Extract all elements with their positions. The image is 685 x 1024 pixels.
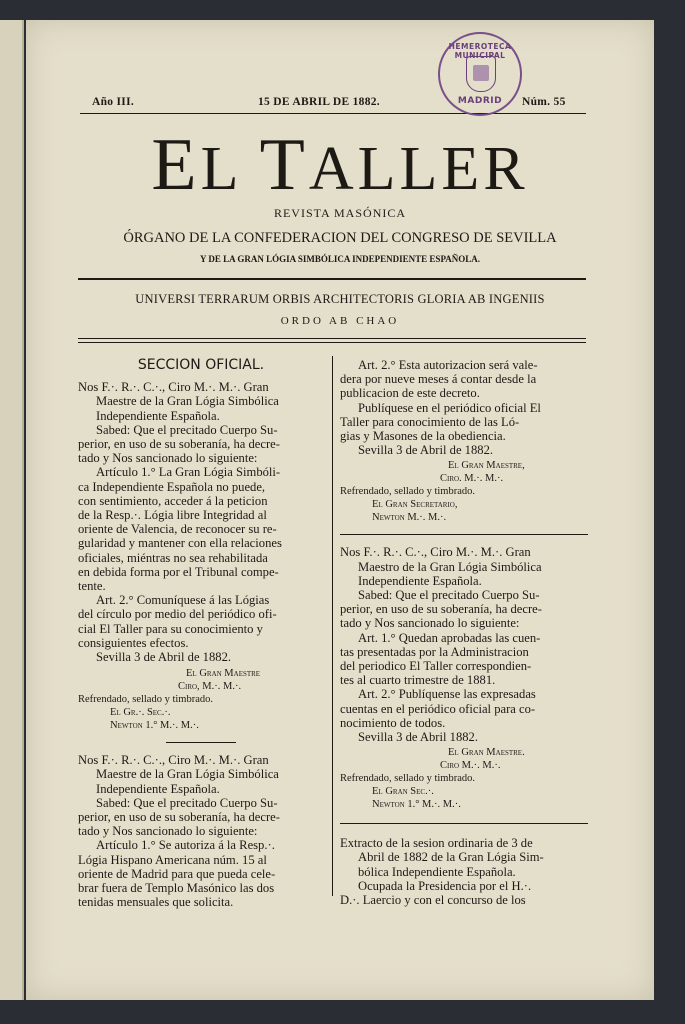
decree-3-signature	[340, 746, 588, 811]
text-line: Taller para conocimiento de las Ló-	[340, 414, 520, 429]
decree-2-signature	[340, 459, 588, 524]
text-line: Art. 1.° Quedan aprobadas las cuen-	[358, 630, 541, 645]
text-line: tenidas mensuales que solicita.	[78, 895, 234, 910]
coat-of-arms-icon	[466, 56, 496, 92]
organ-line: ÓRGANO DE LA CONFEDERACION DEL CONGRESO DE SEVILLA	[123, 230, 557, 246]
text-line: Abril de 1882 de la Gran Lógia Sim-	[358, 850, 544, 865]
text-line: Publíquese en el periódico oficial El	[358, 400, 541, 415]
decree-2	[78, 753, 324, 909]
text-line: El Gran Maestre,	[448, 460, 525, 472]
text-line: bólica Independiente Española.	[358, 864, 516, 879]
text-line: brar fuera de Templo Masónico las dos	[78, 881, 275, 896]
stamp-bottom-text: MADRID	[457, 96, 503, 106]
text-line: El Gran Maestre	[186, 668, 261, 680]
decree-3	[340, 545, 588, 744]
separator	[340, 823, 588, 824]
section-title: SECCION OFICIAL.	[137, 357, 265, 373]
library-stamp	[438, 32, 522, 116]
text-line: oriente de Madrid para que pueda cele-	[78, 866, 276, 881]
text-line: tado y Nos sancionado lo siguiente:	[340, 616, 520, 631]
stamp-top-text: HEMEROTECA MUNICIPAL	[448, 42, 512, 60]
text-line: Art. 2.° Publíquense las expresadas	[358, 687, 536, 702]
text-line: cial El Taller para su conocimiento y	[78, 621, 263, 636]
text-line: con sentimiento, acceder á la peticion	[78, 493, 268, 508]
text-line: Nos F.·. R.·. C.·., Ciro M.·. M.·. Gran	[340, 545, 531, 560]
text-line: Extracto de la sesion ordinaria de 3 de	[340, 836, 533, 851]
text-line: nocimiento de todos.	[340, 715, 446, 730]
text-line: Nos F.·. R.·. C.·., Ciro M.·. M.·. Gran	[78, 380, 269, 395]
text-line: Refrendado, sellado y timbrado.	[340, 773, 476, 785]
text-line: Sevilla 3 de Abril 1882.	[358, 730, 478, 745]
double-rule-bottom	[78, 342, 586, 343]
text-line: oficiales, miéntras no sea rehabilitada	[78, 550, 268, 565]
text-line: Refrendado, sellado y timbrado.	[78, 694, 214, 706]
text-line: Ciro, M.·. M.·.	[178, 681, 242, 693]
text-line: Maestro de la Gran Lógia Simbólica	[358, 559, 542, 574]
text-line: ca Independiente Española no puede,	[78, 479, 266, 494]
text-line: Artículo 1.° La Gran Lógia Simbóli-	[96, 465, 281, 480]
separator	[166, 742, 236, 743]
decree-1	[78, 380, 324, 664]
text-line: El Gran Sec.·.	[372, 786, 434, 798]
book-spine-edge	[0, 20, 24, 1000]
text-line: El Gran Secretario,	[372, 499, 458, 511]
text-line: cuentas en el periódico oficial para co-	[340, 701, 536, 716]
text-line: Sabed: Que el precitado Cuerpo Su-	[96, 422, 278, 437]
text-line: Independiente Española.	[96, 781, 220, 796]
motto-secondary: ORDO AB CHAO	[280, 315, 400, 327]
issue-number: Núm. 55	[522, 96, 566, 108]
text-line: Maestre de la Gran Lógia Simbólica	[96, 767, 279, 782]
text-line: Art. 2.° Comuníquese á las Lógias	[96, 593, 270, 608]
newspaper-title: EL TALLER	[151, 124, 529, 206]
text-line: perior, en uso de su soberanía, ha decre-	[78, 437, 280, 452]
text-line: perior, en uso de su soberanía, ha decre-	[78, 810, 280, 825]
issue-date: 15 DE ABRIL DE 1882.	[258, 96, 380, 108]
text-line: gularidad y mantener con ella relaciones	[78, 536, 282, 551]
text-line: tado y Nos sancionado lo siguiente:	[78, 824, 258, 839]
decree-2-continued	[340, 358, 588, 457]
year-label: Año III.	[92, 96, 135, 108]
text-line: tado y Nos sancionado lo siguiente:	[78, 451, 258, 466]
text-line: Ciro M.·. M.·.	[440, 760, 501, 772]
text-line: Ocupada la Presidencia por el H.·.	[358, 878, 532, 893]
text-line: en debida forma por el Tribunal compe-	[78, 564, 279, 579]
text-line: Ciro. M.·. M.·.	[440, 473, 504, 485]
header-rule	[80, 113, 586, 114]
text-line: perior, en uso de su soberanía, ha decre-	[340, 602, 542, 617]
text-line: Lógia Hispano Americana núm. 15 al	[78, 852, 267, 867]
separator	[340, 534, 588, 535]
text-line: Sevilla 3 de Abril de 1882.	[358, 443, 494, 458]
text-line: tas presentadas por la Administracion	[340, 644, 529, 659]
session-extract	[340, 836, 588, 907]
text-line: Independiente Española.	[96, 408, 220, 423]
text-line: de la Resp.·. Lógia libre Integridad al	[78, 508, 267, 523]
subtitle: REVISTA MASÓNICA	[273, 206, 407, 220]
masthead-rule	[78, 278, 586, 280]
organ-line-2: Y DE LA GRAN LÓGIA SIMBÓLICA INDEPENDIENTE ESPAÑOLA.	[199, 254, 481, 264]
left-column	[78, 358, 324, 910]
newspaper-page	[26, 20, 654, 1000]
double-rule-top	[78, 338, 586, 339]
text-line: del periodico El Taller correspondien-	[340, 659, 532, 674]
text-line: Independiente Española.	[358, 573, 482, 588]
text-line: Artículo 1.° Se autoriza á la Resp.·.	[96, 838, 275, 853]
text-line: Newton 1.° M.·. M.·.	[110, 720, 199, 732]
text-line: El Gran Maestre.	[448, 747, 525, 759]
text-line: gias y Masones de la obediencia.	[340, 429, 506, 444]
column-divider	[332, 356, 333, 896]
text-line: D.·. Laercio y con el concurso de los	[340, 893, 526, 908]
text-line: Nos F.·. R.·. C.·., Ciro M.·. M.·. Gran	[78, 753, 269, 768]
text-line: El Gr.·. Sec.·.	[110, 707, 171, 719]
text-line: Refrendado, sellado y timbrado.	[340, 486, 476, 498]
decree-1-signature	[78, 667, 324, 732]
text-line: Sevilla 3 de Abril de 1882.	[96, 650, 232, 665]
text-line: del círculo por medio del periódico ofi-	[78, 607, 277, 622]
text-line: oriente de Valencia, de reconocer su re-	[78, 522, 277, 537]
text-line: Art. 2.° Esta autorizacion será vale-	[358, 358, 538, 372]
text-line: Newton 1.° M.·. M.·.	[372, 799, 461, 811]
motto: UNIVERSI TERRARUM ORBIS ARCHITECTORIS GLORIA AB INGENIIS	[135, 292, 545, 306]
right-column	[340, 358, 588, 907]
text-line: tente.	[78, 579, 106, 594]
text-line: dera por nueve meses á contar desde la	[340, 372, 537, 387]
text-line: Newton M.·. M.·.	[372, 512, 447, 524]
text-line: publicacion de este decreto.	[340, 386, 480, 401]
text-line: tes al cuarto trimestre de 1881.	[340, 673, 496, 688]
text-line: consiguientes efectos.	[78, 635, 189, 650]
text-line: Sabed: Que el precitado Cuerpo Su-	[358, 588, 540, 603]
text-line: Maestre de la Gran Lógia Simbólica	[96, 394, 279, 409]
text-line: Sabed: Que el precitado Cuerpo Su-	[96, 795, 278, 810]
